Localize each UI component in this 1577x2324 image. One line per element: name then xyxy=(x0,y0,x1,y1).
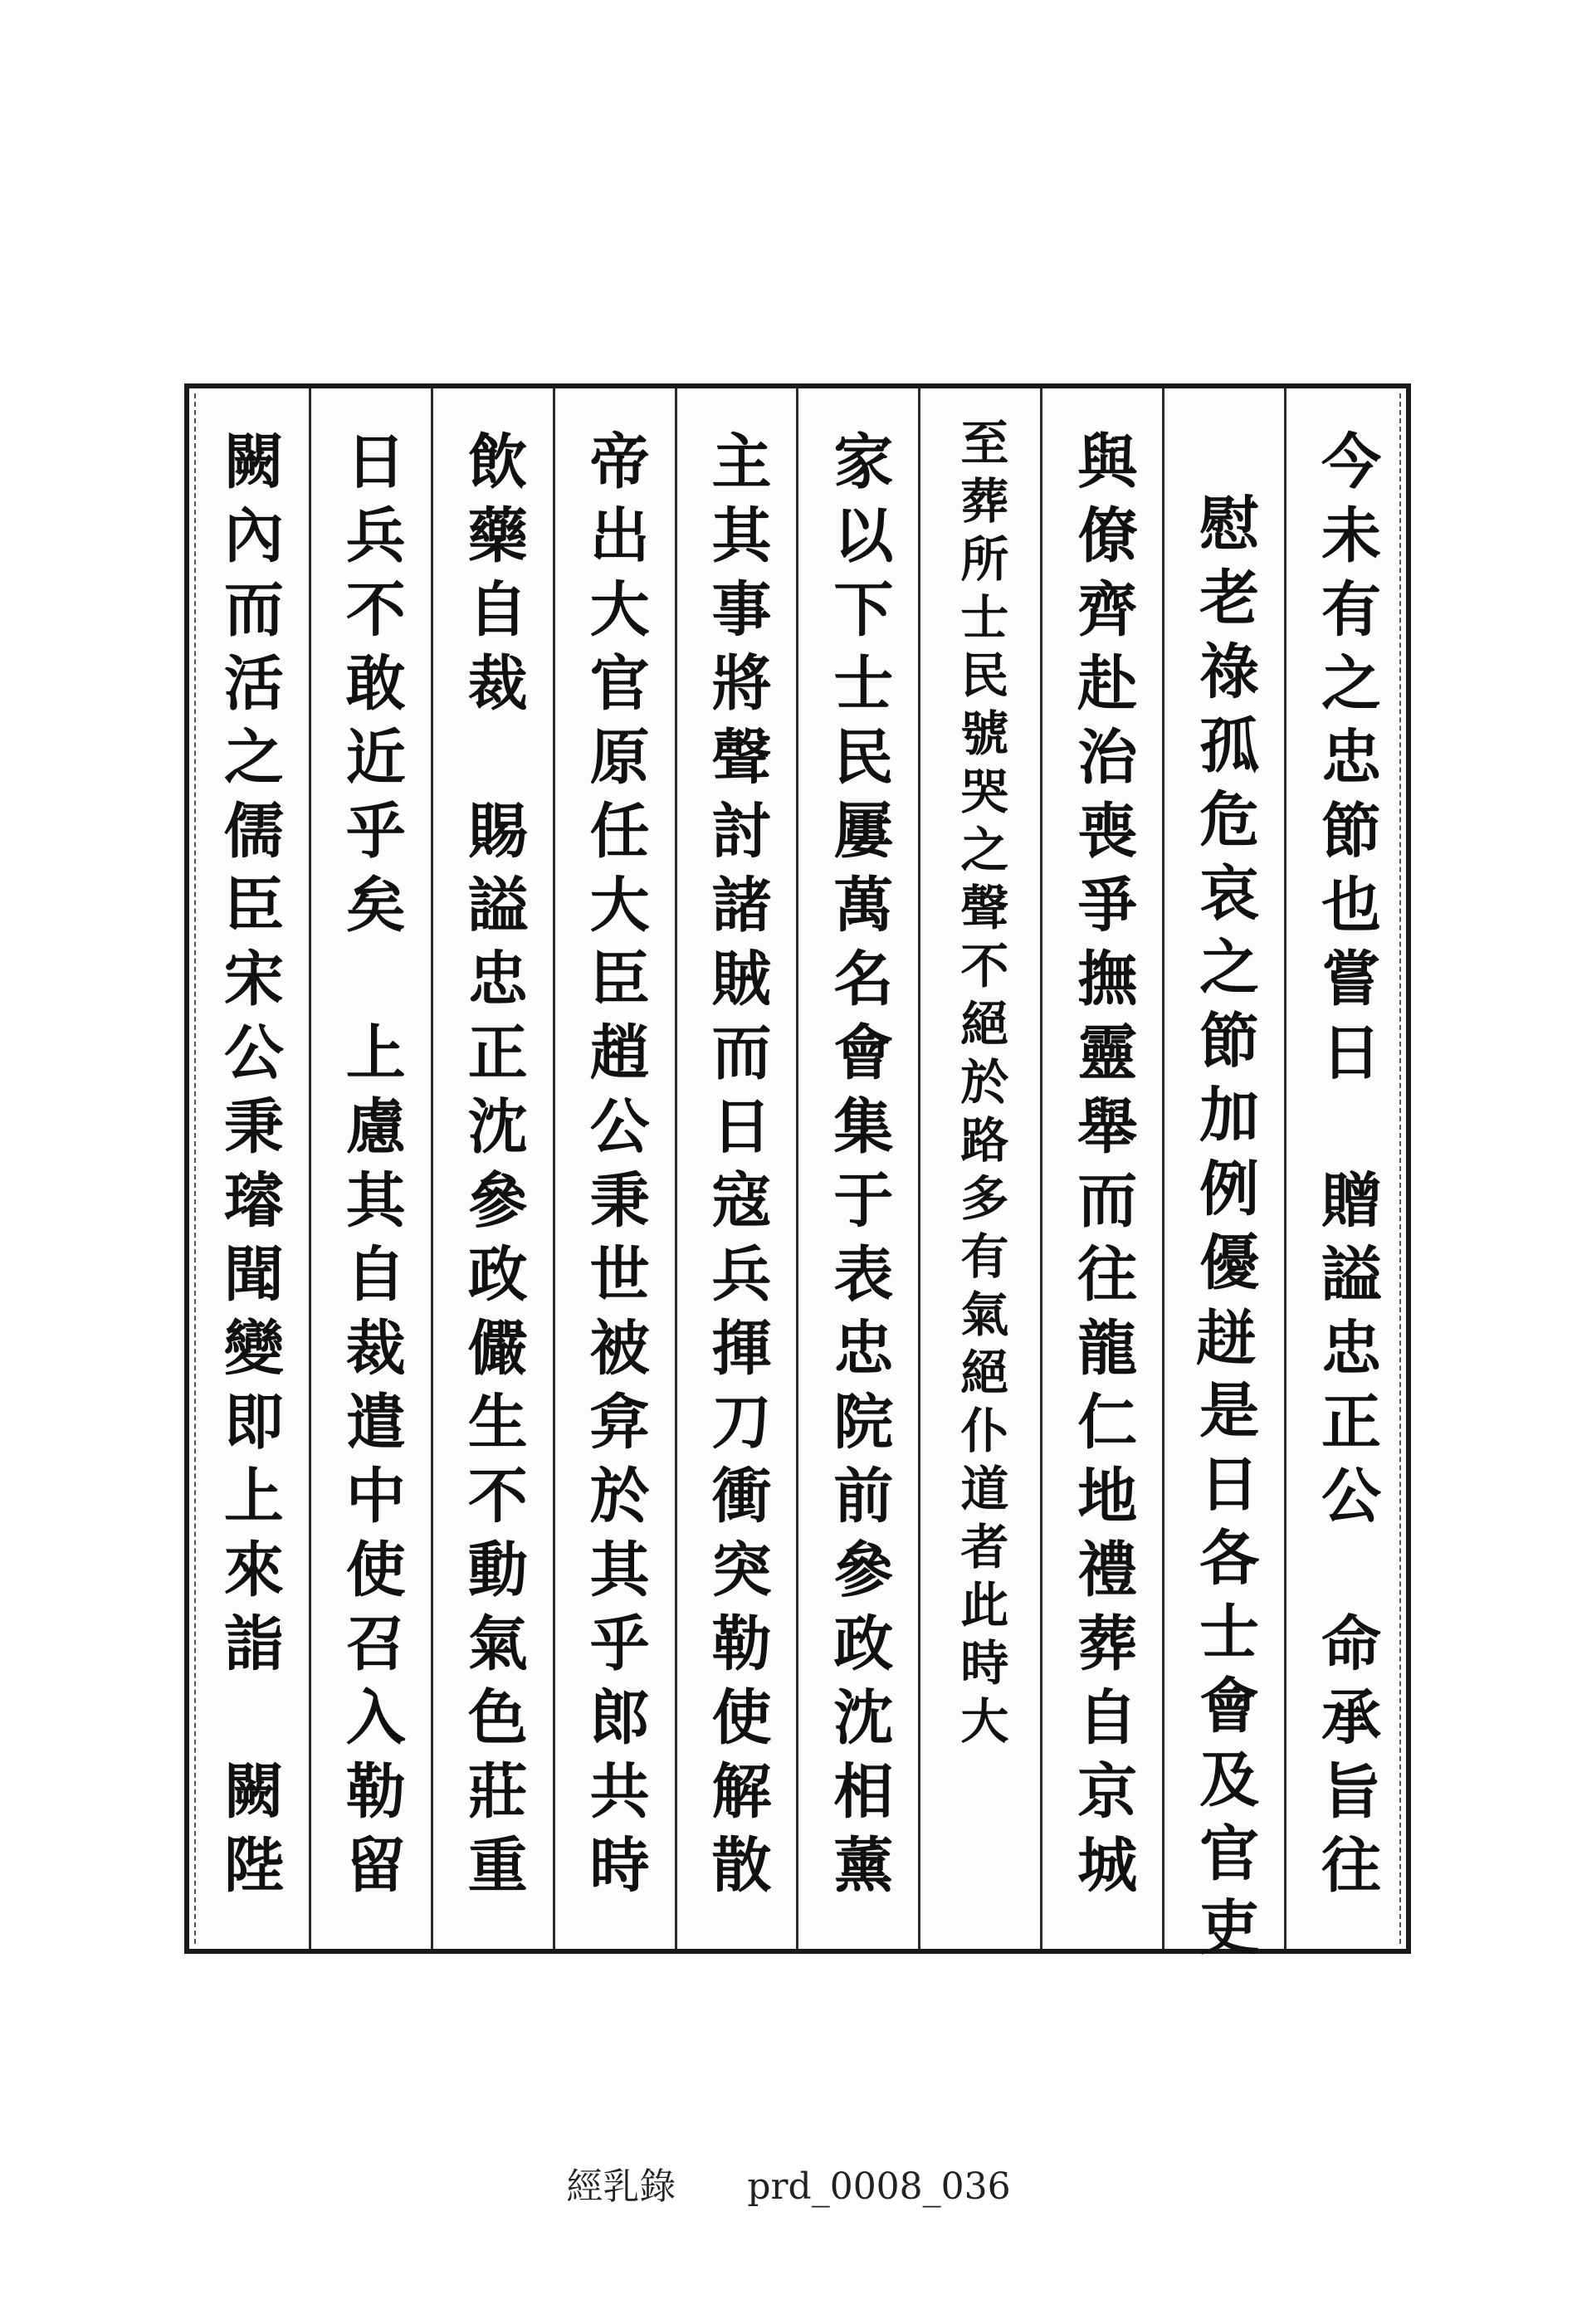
text-column-2 xyxy=(1162,388,1284,1970)
column-text: 家以下士民屢萬名會集于表忠院前參政沈相薰 xyxy=(823,430,895,1907)
text-column-9 xyxy=(309,388,431,1949)
text-column-1 xyxy=(1284,388,1406,1949)
column-text: 今未有之忠節也嘗日 贈謚忠正公 命承旨往 xyxy=(1311,430,1383,1907)
text-column-6 xyxy=(675,388,797,1949)
book-title: 經乳錄 xyxy=(566,2165,676,2208)
page-footer xyxy=(0,2156,1577,2209)
column-text: 飲藥自裁 賜謚忠正沈參政儼生不動氣色莊重 xyxy=(457,430,529,1907)
text-block-frame xyxy=(184,383,1411,1970)
text-column-7 xyxy=(553,388,675,1949)
text-column-10 xyxy=(189,388,309,1949)
text-column-3 xyxy=(1040,388,1162,1949)
page-id: prd_0008_036 xyxy=(747,2165,1011,2208)
column-text: 與僚齊赴治喪爭撫靈舉而往龍仁地禮葬自京城 xyxy=(1067,430,1139,1907)
column-text: 闕內而活之儒臣宋公秉璿聞變即上來詣 闕陛 xyxy=(213,430,285,1907)
column-text: 日兵不敢近乎矣 上慮其自裁遣中使召入勒留 xyxy=(335,430,407,1907)
column-text: 至葬所士民號哭之聲不絕於路多有氣絕仆道者此時大 xyxy=(952,417,1009,1754)
text-column-8 xyxy=(431,388,553,1949)
text-column-4 xyxy=(918,388,1040,1949)
column-text: 慰老祿孤危哀之節加例優𧻓是日各士會及官吏 xyxy=(1189,492,1261,1970)
column-text: 帝出大官原任大臣趙公秉世被弇於其乎郎共時 xyxy=(579,430,651,1907)
text-column-5 xyxy=(796,388,918,1949)
column-text: 主其事將聲討諸賊而日寇兵揮刀衝突勒使解散 xyxy=(701,430,773,1907)
vertical-columns xyxy=(189,388,1406,1970)
